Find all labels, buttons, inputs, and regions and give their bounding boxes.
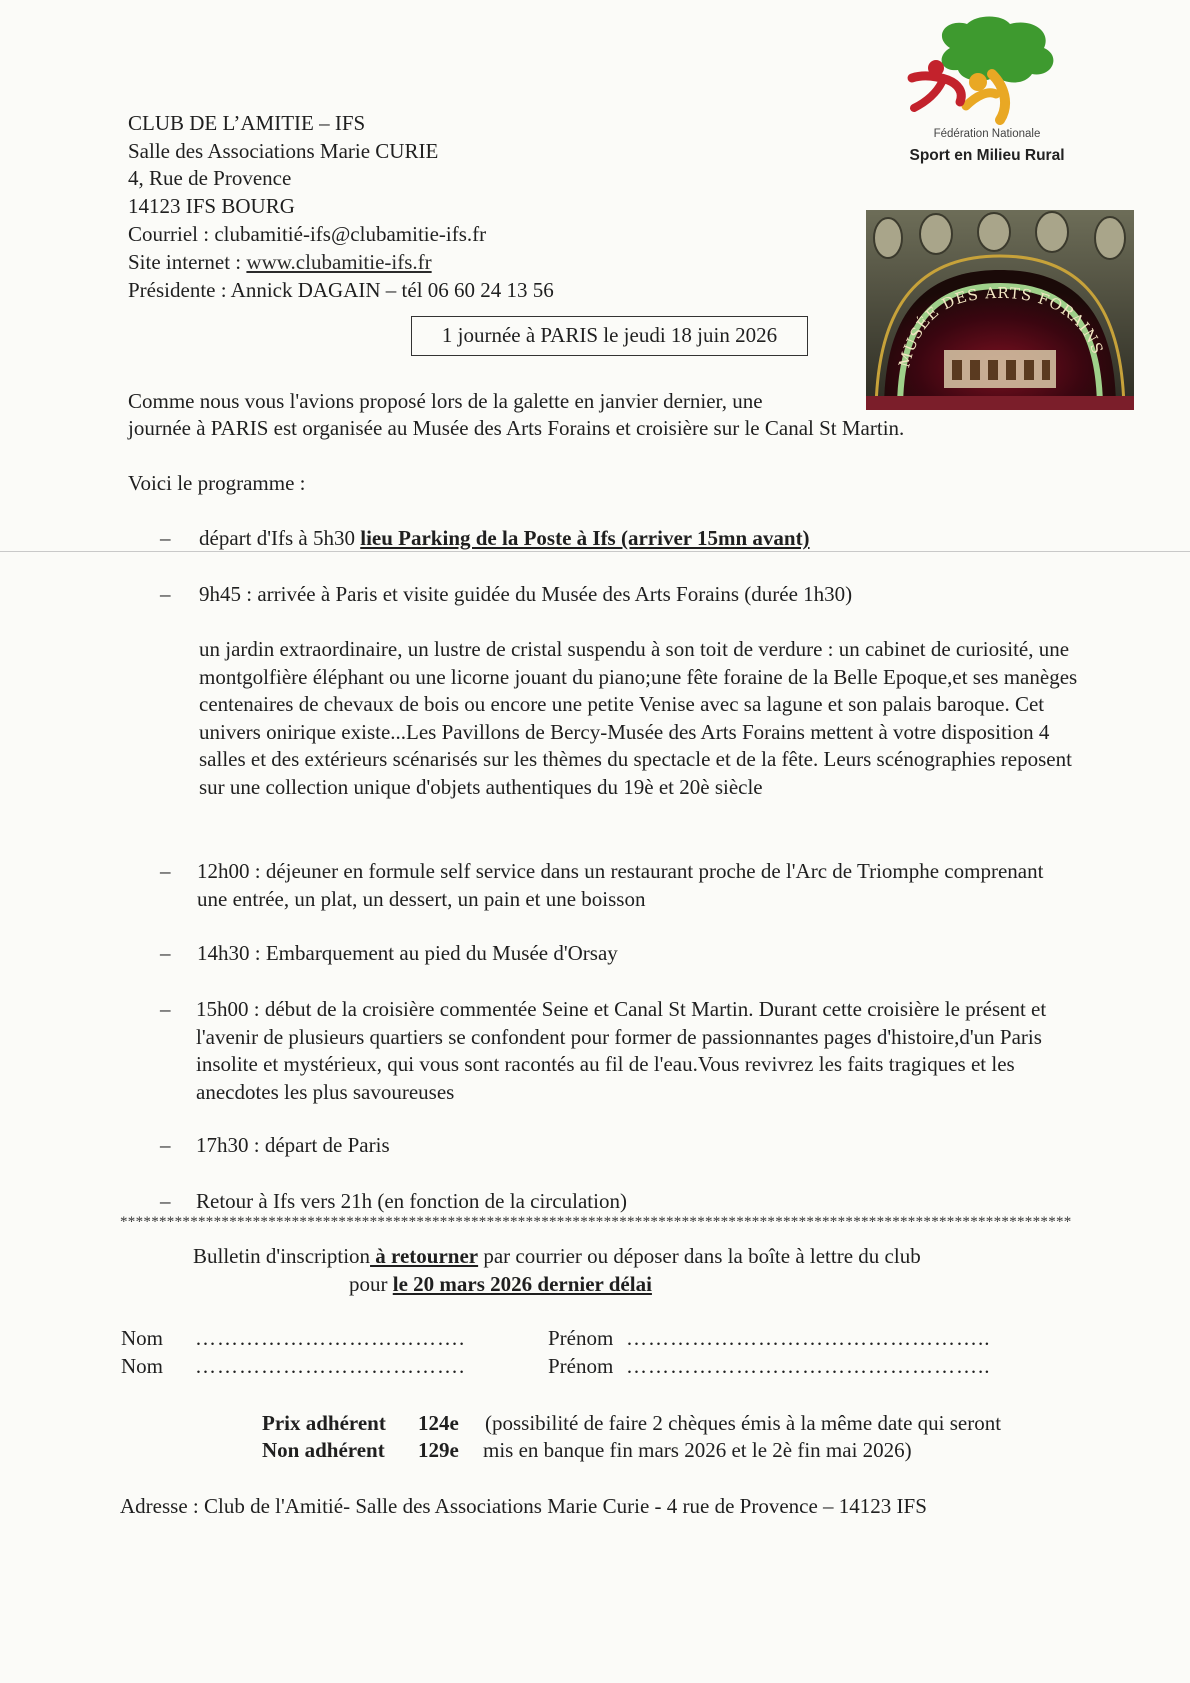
departure-text: départ d'Ifs à 5h30 <box>199 526 361 550</box>
prenom-label: Prénom <box>548 1354 614 1378</box>
email-address[interactable]: clubamitié-ifs@clubamitie-ifs.fr <box>214 222 487 246</box>
member-price: 124e <box>418 1411 459 1435</box>
programme-bullet: – <box>160 997 171 1021</box>
museum-photo <box>866 210 1134 410</box>
city: 14123 IFS BOURG <box>128 194 295 218</box>
programme-item-return: Retour à Ifs vers 21h (en fonction de la circulation) <box>196 1189 627 1213</box>
nom-field-1[interactable]: ………………………………. <box>195 1326 466 1350</box>
intro-line-2: journée à PARIS est organisée au Musée des Arts Forains et croisière sur le Canal St Martin. <box>128 416 905 440</box>
photo-sign-text: MUSÉE DES ARTS FORAINS <box>895 283 1108 370</box>
registration-title: Bulletin d'inscription <box>193 1244 371 1268</box>
museum-description: un jardin extraordinaire, un lustre de cristal suspendu à son toit de verdure : un cabinet de curiosité, une montgolfière éléphant ou une licorne jouant du piano;une fête foraine de la Belle Epoque,et ses manèges centenaires de chevaux de bois ou encore une petite Venise avec sa lagune et son palais baroque. Cet univers onirique existe...Les Pavillons de Bercy-Musée des Arts Forains mettent à votre disposition 4 salles et des extérieurs scénarisés sur les thèmes du spectacle et de la fête. Leurs scénographies reposent sur une collection unique d'objets authentiques du 19è et 20è siècle <box>199 637 1078 799</box>
nonmember-price-label: Non adhérent <box>262 1438 385 1462</box>
deadline-date: le 20 mars 2026 dernier délai <box>392 1272 652 1296</box>
payment-note-line-1: (possibilité de faire 2 chèques émis à la même date qui seront <box>485 1411 1002 1435</box>
event-date-box: 1 journée à PARIS le jeudi 18 juin 2026 <box>411 316 808 356</box>
footer-address: Adresse : Club de l'Amitié- Salle des Associations Marie Curie - 4 rue de Provence – 14123 IFS <box>120 1494 927 1518</box>
nom-field-2[interactable]: ………………………………. <box>195 1354 466 1378</box>
registration-instructions: par courrier ou déposer dans la boîte à lettre du club <box>478 1244 921 1268</box>
scan-artifact-line <box>0 551 1190 552</box>
programme-bullet: – <box>160 582 171 606</box>
deadline-prefix: pour <box>349 1272 393 1296</box>
website-line <box>128 249 432 277</box>
nom-label: Nom <box>121 1326 163 1350</box>
programme-item-departure <box>199 525 810 552</box>
programme-item-boarding: 14h30 : Embarquement au pied du Musée d'Orsay <box>197 941 618 965</box>
programme-heading: Voici le programme : <box>128 471 306 495</box>
member-price-label: Prix adhérent <box>262 1411 386 1435</box>
programme-bullet: – <box>160 859 171 883</box>
federation-logo <box>892 16 1082 171</box>
nonmember-price: 129e <box>418 1438 459 1462</box>
logo-line-1: Fédération Nationale <box>933 128 1041 140</box>
registration-line-2 <box>349 1271 652 1298</box>
registration-return: à retourner <box>370 1244 479 1268</box>
programme-item-leave-paris: 17h30 : départ de Paris <box>196 1133 390 1157</box>
programme-item-cruise: 15h00 : début de la croisière commentée Seine et Canal St Martin. Durant cette croisière le présent et l'avenir de plusieurs quartiers se confondent pour former de passionnantes pages d'histoire,d'un Paris insolite et mystérieux, qui vous sont racontés au fil de l'eau.Vous revivrez les faits tragiques et les anecdotes les plus savoureuses <box>196 997 1047 1104</box>
programme-bullet: – <box>160 526 171 550</box>
logo-line-2: Sport en Milieu Rural <box>909 147 1065 164</box>
president-line: Présidente : Annick DAGAIN – tél 06 60 24 13 56 <box>128 278 554 302</box>
programme-bullet: – <box>160 1189 171 1213</box>
payment-note-line-2: mis en banque fin mars 2026 et le 2è fin mai 2026) <box>483 1438 912 1462</box>
prenom-label: Prénom <box>548 1326 614 1350</box>
email-label: Courriel : <box>128 222 215 246</box>
departure-meeting-point: lieu Parking de la Poste à Ifs (arriver 15mn avant) <box>360 526 810 550</box>
intro-line-1: Comme nous vous l'avions proposé lors de la galette en janvier dernier, une <box>128 389 763 413</box>
website-link[interactable]: www.clubamitie-ifs.fr <box>246 250 432 274</box>
programme-item-lunch: 12h00 : déjeuner en formule self service dans un restaurant proche de l'Arc de Triomphe comprenant une entrée, un plat, un dessert, un pain et une boisson <box>197 859 1044 911</box>
programme-bullet: – <box>160 1133 171 1157</box>
prenom-field-2[interactable]: ………………………………………….. <box>626 1354 991 1378</box>
email-line <box>128 221 486 249</box>
programme-bullet: – <box>160 941 171 965</box>
separator-stars: ************************************************************************************************************************** <box>120 1215 1072 1230</box>
programme-item-arrival: 9h45 : arrivée à Paris et visite guidée du Musée des Arts Forains (durée 1h30) <box>199 582 853 606</box>
registration-line-1 <box>193 1243 921 1270</box>
venue: Salle des Associations Marie CURIE <box>128 139 439 163</box>
prenom-field-1[interactable]: ………………………………………….. <box>626 1326 991 1350</box>
street: 4, Rue de Provence <box>128 166 292 190</box>
tree-figures-icon <box>892 16 1082 126</box>
nom-label: Nom <box>121 1354 163 1378</box>
club-name: CLUB DE L’AMITIE – IFS <box>128 111 366 135</box>
website-label: Site internet : <box>128 250 247 274</box>
